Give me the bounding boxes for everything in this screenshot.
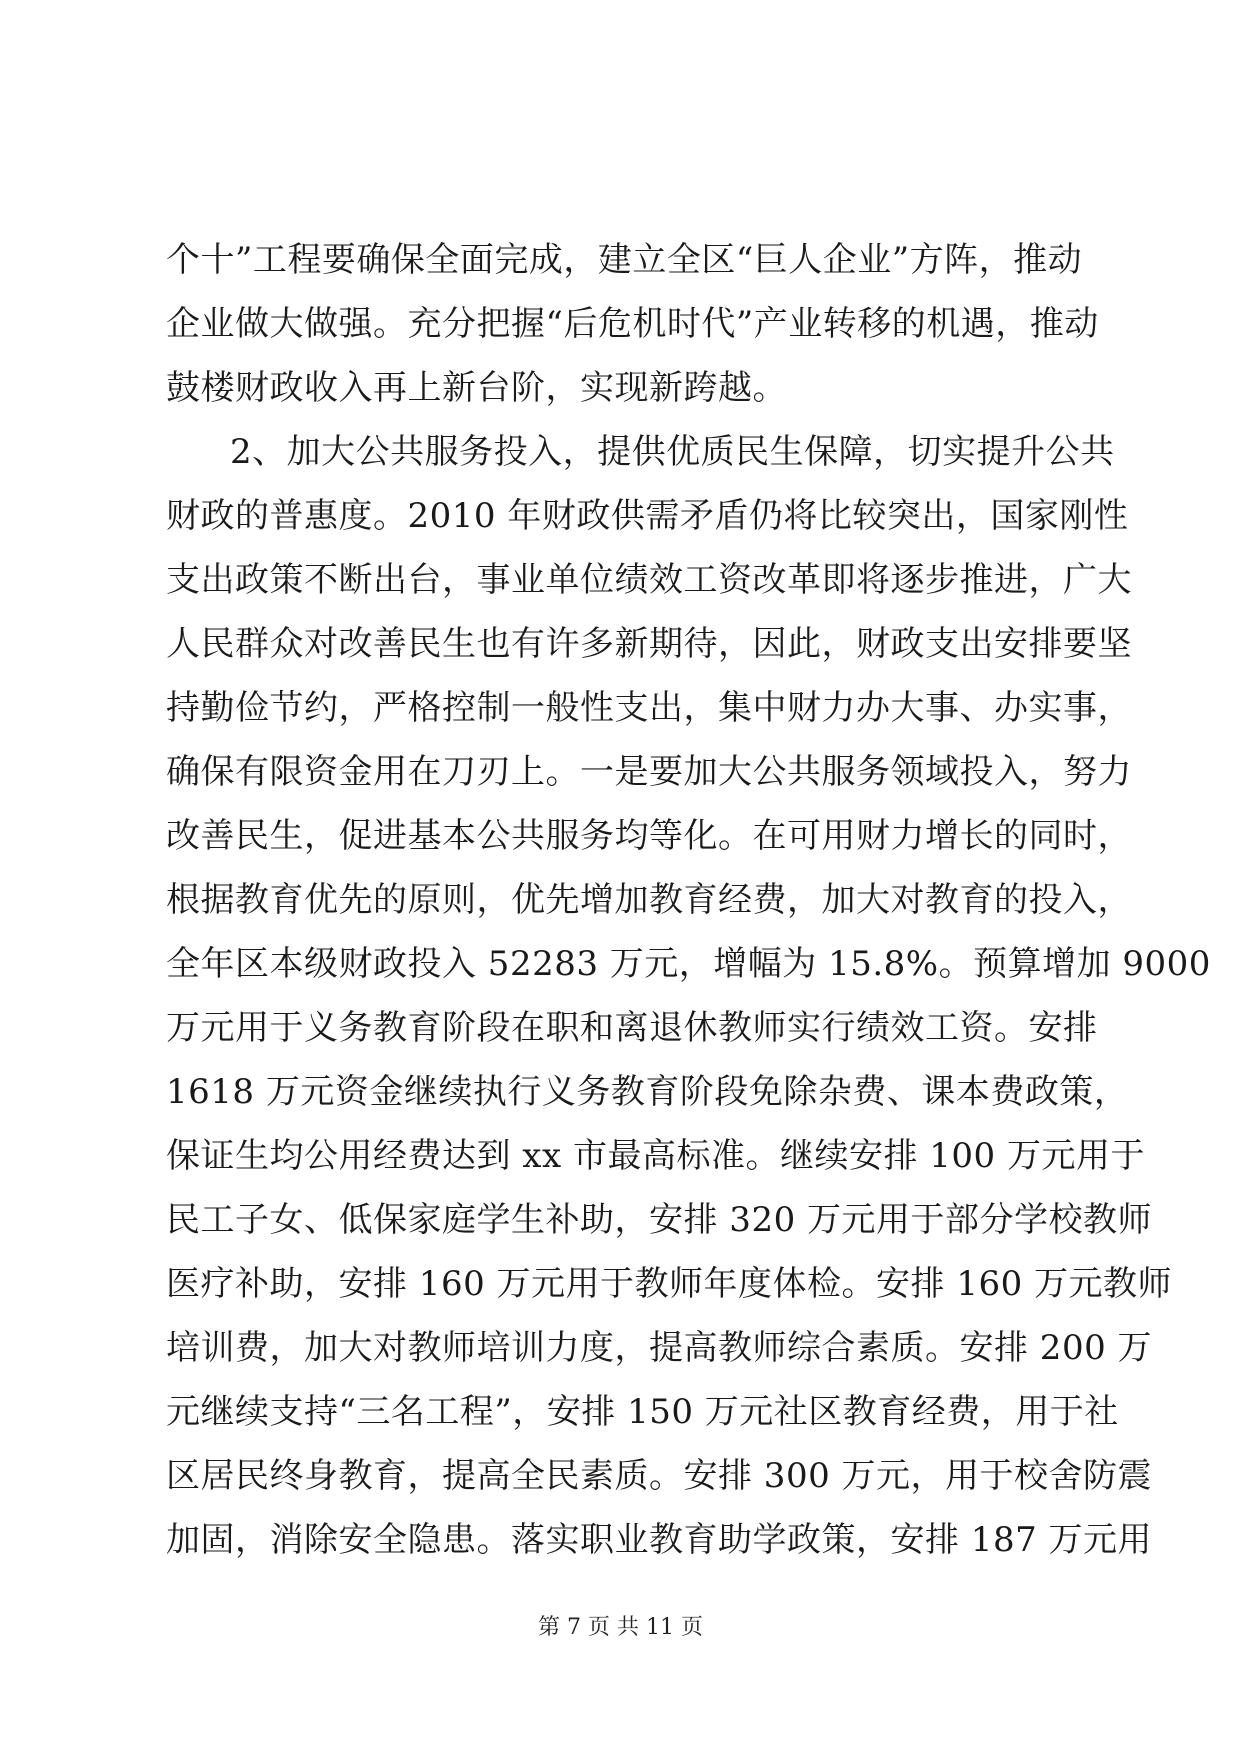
page-number-footer: 第 7 页 共 11 页: [538, 1615, 703, 1640]
text-line: 保证生均公用经费达到 xx 市最高标准。继续安排 100 万元用于: [166, 1136, 1145, 1176]
text-line: 个十”工程要确保全面完成，建立全区“巨人企业”方阵，推动: [166, 240, 1083, 280]
text-line: 人民群众对改善民生也有许多新期待，因此，财政支出安排要坚: [166, 624, 1132, 664]
text-line: 持勤俭节约，严格控制一般性支出，集中财力办大事、办实事，: [166, 688, 1132, 728]
text-line: 民工子女、低保家庭学生补助，安排 320 万元用于部分学校教师: [166, 1200, 1153, 1240]
section-heading-line: 2、加大公共服务投入，提供优质民生保障，切实提升公共: [230, 432, 1115, 472]
text-line: 企业做大做强。充分把握“后危机时代”产业转移的机遇，推动: [166, 304, 1099, 344]
text-line: 培训费，加大对教师培训力度，提高教师综合素质。安排 200 万: [166, 1328, 1153, 1368]
text-line: 财政的普惠度。2010 年财政供需矛盾仍将比较突出，国家刚性: [166, 496, 1129, 536]
text-line: 医疗补助，安排 160 万元用于教师年度体检。安排 160 万元教师: [166, 1264, 1173, 1304]
document-body: [166, 228, 1211, 1572]
text-line: 鼓楼财政收入再上新台阶，实现新跨越。: [166, 368, 787, 408]
text-line: 加固，消除安全隐患。落实职业教育助学政策，安排 187 万元用: [166, 1520, 1153, 1560]
text-line: 支出政策不断出台，事业单位绩效工资改革即将逐步推进，广大: [166, 560, 1132, 600]
text-line: 区居民终身教育，提高全民素质。安排 300 万元，用于校舍防震: [166, 1456, 1153, 1496]
text-line: 1618 万元资金继续执行义务教育阶段免除杂费、课本费政策，: [166, 1072, 1129, 1112]
text-line: 根据教育优先的原则，优先增加教育经费，加大对教育的投入，: [166, 880, 1132, 920]
text-line: 元继续支持“三名工程”，安排 150 万元社区教育经费，用于社: [166, 1392, 1119, 1432]
text-line: 全年区本级财政投入 52283 万元，增幅为 15.8%。预算增加 9000: [166, 944, 1211, 984]
text-line: 万元用于义务教育阶段在职和离退休教师实行绩效工资。安排: [166, 1008, 1098, 1048]
text-line: 改善民生，促进基本公共服务均等化。在可用财力增长的同时，: [166, 816, 1132, 856]
text-line: 确保有限资金用在刀刃上。一是要加大公共服务领域投入，努力: [166, 752, 1132, 792]
